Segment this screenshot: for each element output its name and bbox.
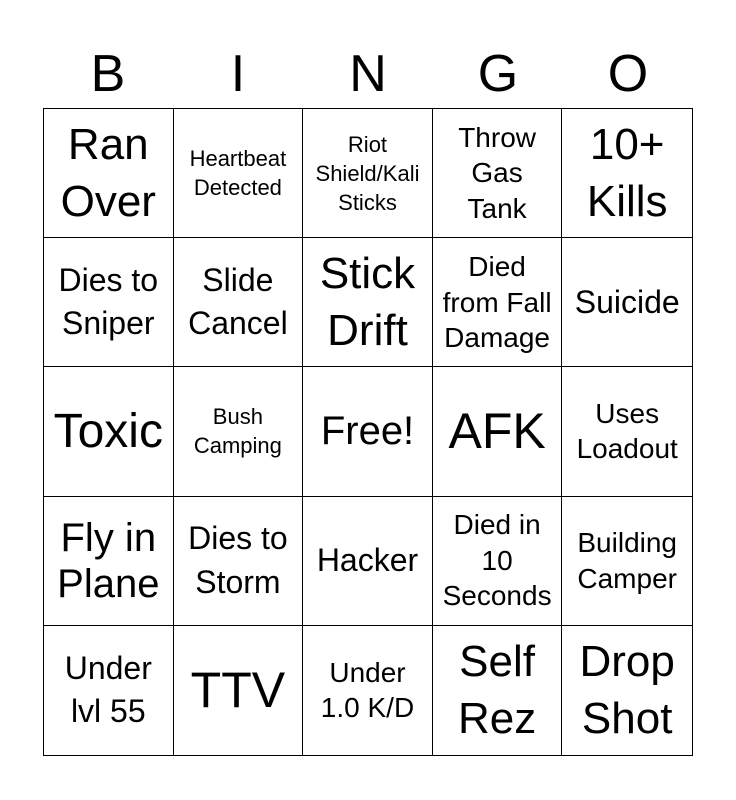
bingo-cell-4-2[interactable] [174,497,304,626]
bingo-cell-1-2[interactable] [174,109,304,238]
bingo-cell-5-4[interactable] [433,626,563,755]
cell-label: 10+ Kills [586,119,668,227]
cell-label: Throw Gas Tank [458,121,536,224]
bingo-cell-3-2[interactable] [174,367,304,496]
cell-label: Riot Shield/Kali Sticks [315,131,420,215]
bingo-cell-1-1[interactable] [44,109,174,238]
header-letter-b: B [90,45,126,103]
cell-label: Under lvl 55 [64,649,152,730]
bingo-cell-4-5[interactable] [562,497,692,626]
cell-label: Heartbeat Detected [189,146,287,201]
bingo-cell-2-4[interactable] [433,238,563,367]
header-letter-g: G [477,45,519,103]
cell-label: Dies to Sniper [58,261,159,342]
cell-label: Self Rez [457,637,537,744]
cell-label: Fly in Plane [57,515,160,606]
bingo-cell-1-4[interactable] [433,109,563,238]
cell-label: Building Camper [577,527,678,594]
cell-label: Toxic [53,404,163,458]
bingo-cell-1-5[interactable] [562,109,692,238]
cell-label: Uses Loadout [576,397,678,465]
bingo-cell-4-4[interactable] [433,497,563,626]
bingo-cell-5-5[interactable] [562,626,692,755]
cell-label: Free! [320,409,415,454]
bingo-cell-3-5[interactable] [562,367,692,496]
bingo-cell-2-3[interactable] [303,238,433,367]
cell-label: Bush Camping [193,404,282,459]
bingo-grid [43,108,693,756]
cell-label: AFK [448,403,546,460]
bingo-cell-5-1[interactable] [44,626,174,755]
bingo-cell-3-3[interactable] [303,367,433,496]
cell-label: Drop Shot [579,637,675,744]
cell-label: Under 1.0 K/D [320,656,415,724]
cell-label: Suicide [574,283,680,320]
cell-label: TTV [190,662,286,719]
header-letter-o: O [607,45,649,103]
header-letter-n: N [349,45,387,103]
bingo-cell-2-2[interactable] [174,238,304,367]
cell-label: Slide Cancel [188,261,288,342]
bingo-header [43,40,693,108]
cell-label: Stick Drift [319,249,416,356]
bingo-cell-1-3[interactable] [303,109,433,238]
cell-label: Hacker [316,541,419,578]
bingo-cell-2-1[interactable] [44,238,174,367]
cell-label: Died in 10 Seconds [442,509,552,612]
bingo-cell-4-1[interactable] [44,497,174,626]
cell-label: Dies to Storm [188,520,288,600]
bingo-cell-5-2[interactable] [174,626,304,755]
bingo-cell-5-3[interactable] [303,626,433,755]
cell-label: Ran Over [60,119,156,227]
bingo-cell-3-4[interactable] [433,367,563,496]
bingo-cell-2-5[interactable] [562,238,692,367]
header-letter-i: I [230,45,246,103]
bingo-cell-3-1[interactable] [44,367,174,496]
bingo-cell-4-3[interactable] [303,497,433,626]
cell-label: Died from Fall Damage [442,250,552,354]
